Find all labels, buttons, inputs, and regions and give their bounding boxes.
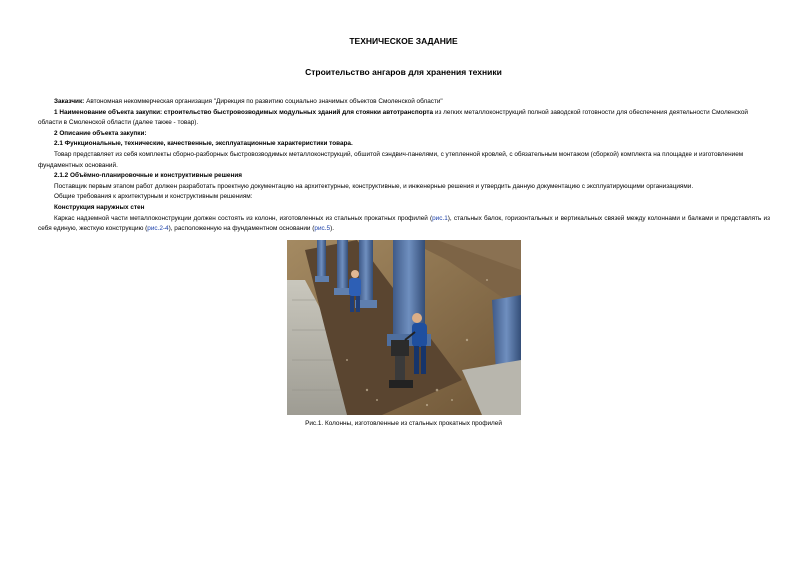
frame-text-2: ), стальных балок, горизонтальных и вертикальных связей между колоннами и балками и представлять из себя единую, жесткую конструкцию ( xyxy=(38,214,770,233)
fig-1-link[interactable]: рис.1 xyxy=(432,214,448,222)
customer-paragraph xyxy=(38,97,770,108)
construction-photo-drawing xyxy=(287,240,521,415)
document-body xyxy=(38,97,770,235)
frame-paragraph xyxy=(38,214,770,235)
section-1-paragraph xyxy=(38,108,770,129)
frame-text-3: ), расположенную на фундаментном основании ( xyxy=(168,225,315,233)
section-2-1-2-text-2: Общие требования к архитектурным и конструктивным решениям: xyxy=(54,193,253,201)
section-1-label: 1 Наименование объекта закупки: xyxy=(54,108,163,116)
frame-text-1: Каркас надземной части металлоконструкции должен состоять из колонн, изготовленных из стальных прокатных профилей ( xyxy=(54,214,433,222)
section-1-text: из легких металлоконструкций полной заводской готовности для обеспечения деятельности Смоленской области в Смоленской области (далее также - товар). xyxy=(38,108,748,127)
fig-2-4-link[interactable]: рис.2-4 xyxy=(147,225,169,233)
walls-heading: Конструкция наружных стен xyxy=(54,203,145,211)
construction-photo xyxy=(287,240,521,415)
document-subtitle: Строительство ангаров для хранения техники xyxy=(305,67,502,77)
frame-text-4: ). xyxy=(330,225,334,233)
section-2-1-2-heading: 2.1.2 Объёмно-планировочные и конструктивные решения xyxy=(54,172,242,180)
section-2-1-heading: 2.1 Функциональные, технические, качественные, эксплуатационные характеристики товара. xyxy=(54,140,353,148)
section-2-heading: 2 Описание объекта закупки: xyxy=(54,129,147,137)
customer-text: Автономная некоммерческая организация "Дирекция по развитию социально значимых объектов Смоленской области" xyxy=(84,98,443,105)
customer-label: Заказчик: xyxy=(54,98,85,105)
section-2-1-text: Товар представляет из себя комплекты сборно-разборных быстровозводимых металлоконструкций, обшитой сэндвич-панелями, с утепленной кровлей, с обязательным монтажом (сборкой) комплекта на площадке и изготовлением фундаментных оснований. xyxy=(38,150,744,169)
section-1-bold-text: строительство быстровозводимых модульных зданий для стоянки автотранспорта xyxy=(162,108,434,116)
figure-caption: Рис.1. Колонны, изготовленные из стальных прокатных профилей xyxy=(305,420,502,427)
document-title: ТЕХНИЧЕСКОЕ ЗАДАНИЕ xyxy=(349,36,458,46)
fig-5-link[interactable]: рис.5 xyxy=(314,225,331,233)
section-2-1-2-text-1: Поставщик первым этапом работ должен разработать проектную документацию на архитектурные, конструктивные, и инженерные решения и утвердить данную документацию с эксплуатирующими организациями. xyxy=(54,182,694,190)
